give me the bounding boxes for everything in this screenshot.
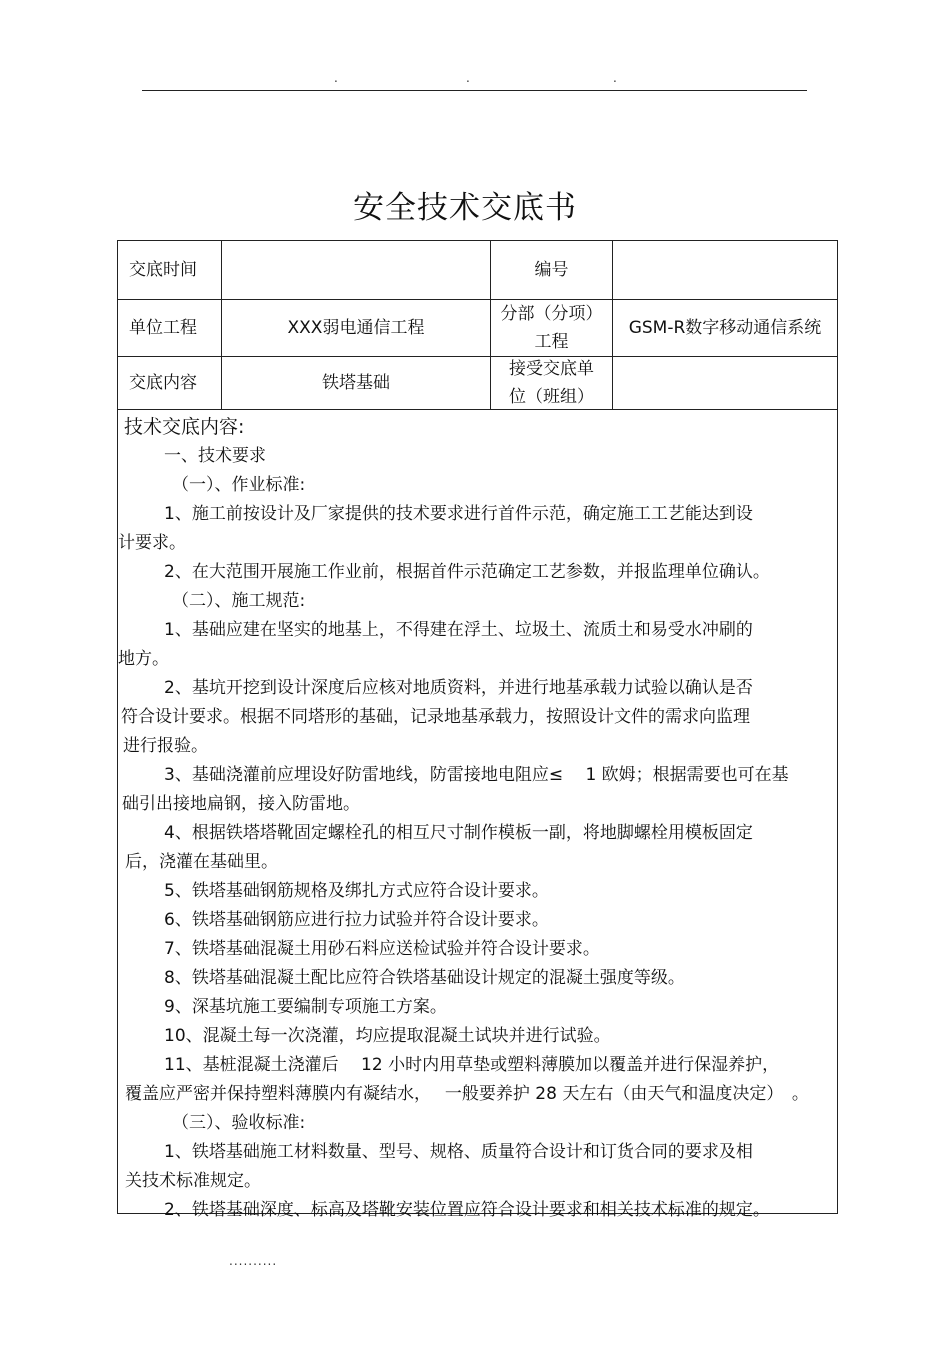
header-rule (142, 90, 807, 91)
list-item-line: 覆盖应严密并保持塑料薄膜内有凝结水， 一般要养护 28 天左右（由天气和温度决定） 。 (125, 1084, 809, 1104)
subsection-heading-text: （一）、作业标准: (172, 475, 306, 495)
list-item-line: 计要求。 (118, 533, 186, 553)
list-item-line: 1、铁塔基础施工材料数量、型号、规格、质量符合设计和订货合同的要求及相 (164, 1142, 753, 1162)
list-item-line: 地方。 (118, 649, 169, 669)
list-item-line: 础引出接地扁钢，接入防雷地。 (122, 794, 360, 814)
subsection-heading-text: （二）、施工规范: (172, 591, 306, 611)
list-item (118, 616, 836, 674)
value-sub-project: GSM-R数字移动通信系统 (613, 300, 837, 357)
list-item (124, 993, 836, 1022)
subsection-heading (172, 471, 884, 500)
list-item (124, 877, 836, 906)
list-item-line: 符合设计要求。根据不同塔形的基础，记录地基承载力，按照设计文件的需求向监理 (121, 707, 750, 727)
list-item-line: 11、基桩混凝土浇灌后 12 小时内用草垫或塑料薄膜加以覆盖并进行保湿养护， (164, 1055, 780, 1075)
list-item-line: 9、深基坑施工要编制专项施工方案。 (164, 997, 447, 1017)
list-item (124, 935, 836, 964)
label-receiving-unit-line1: 接受交底单 (509, 359, 594, 379)
label-disclosure-time: 交底时间 (118, 241, 222, 300)
list-item (124, 1196, 836, 1225)
value-unit-project: XXX弱电通信工程 (222, 300, 491, 357)
technical-content (118, 410, 837, 1220)
document-title: 安全技术交底书 (353, 190, 577, 226)
list-item (121, 674, 836, 761)
subsection-heading (172, 587, 884, 616)
list-item (124, 1138, 836, 1196)
section-heading (164, 442, 876, 471)
label-serial-number: 编号 (491, 241, 613, 300)
list-item-line: 8、铁塔基础混凝土配比应符合铁塔基础设计规定的混凝土强度等级。 (164, 968, 685, 988)
list-item (124, 1051, 836, 1109)
subsection-heading (172, 1109, 884, 1138)
value-disclosure-content: 铁塔基础 (222, 357, 491, 410)
list-item-line: 7、铁塔基础混凝土用砂石料应送检试验并符合设计要求。 (164, 939, 600, 959)
label-receiving-unit (491, 357, 613, 410)
header-dot: . (466, 71, 470, 85)
subsection-heading-text: （三）、验收标准: (172, 1113, 306, 1133)
list-item-line: 2、在大范围开展施工作业前，根据首件示范确定工艺参数，并报监理单位确认。 (164, 562, 770, 582)
list-item-line: 10、混凝土每一次浇灌，均应提取混凝土试块并进行试验。 (164, 1026, 611, 1046)
list-item-line: 5、铁塔基础钢筋规格及绑扎方式应符合设计要求。 (164, 881, 549, 901)
list-item-line: 3、基础浇灌前应埋设好防雷地线，防雷接地电阻应≤ 1 欧姆；根据需要也可在基 (164, 765, 789, 785)
list-item-line: 4、根据铁塔塔靴固定螺栓孔的相互尺寸制作模板一副，将地脚螺栓用模板固定 (164, 823, 753, 843)
list-item (118, 500, 836, 558)
disclosure-table (117, 240, 838, 1220)
label-sub-project-line1: 分部（分项） (500, 304, 603, 324)
list-item (124, 964, 836, 993)
label-unit-project: 单位工程 (118, 300, 222, 357)
value-receiving-unit[interactable] (613, 357, 837, 410)
list-item-line: 1、施工前按设计及厂家提供的技术要求进行首件示范，确定施工工艺能达到设 (164, 504, 753, 524)
list-item-line: 1、基础应建在坚实的地基上，不得建在浮土、垃圾土、流质土和易受水冲刷的 (164, 620, 753, 640)
list-item-line: 2、基坑开挖到设计深度后应核对地质资料，并进行地基承载力试验以确认是否 (164, 678, 753, 698)
label-disclosure-content: 交底内容 (118, 357, 222, 410)
list-item-line: 6、铁塔基础钢筋应进行拉力试验并符合设计要求。 (164, 910, 549, 930)
list-item (124, 558, 836, 587)
section-heading-text: 一、技术要求 (164, 446, 266, 466)
header-dot: . (613, 71, 617, 85)
list-item (124, 761, 836, 819)
list-item (124, 906, 836, 935)
list-item-line: 2、铁塔基础深度、标高及塔靴安装位置应符合设计要求和相关技术标准的规定。 (164, 1200, 770, 1220)
list-item-line: 进行报验。 (123, 736, 208, 756)
value-serial-number[interactable] (613, 241, 837, 300)
list-item (124, 819, 836, 877)
list-item (124, 1022, 836, 1051)
label-receiving-unit-line2: 位（班组） (509, 387, 594, 407)
content-heading: 技术交底内容: (124, 416, 245, 438)
list-item-line: 关技术标准规定。 (125, 1171, 261, 1191)
label-sub-project (491, 300, 613, 357)
list-item-line: 后，浇灌在基础里。 (125, 852, 278, 872)
value-disclosure-time[interactable] (222, 241, 491, 300)
header-dot: . (334, 71, 338, 85)
footer-dots: .......... (229, 1254, 278, 1268)
label-sub-project-line2: 工程 (534, 332, 569, 352)
